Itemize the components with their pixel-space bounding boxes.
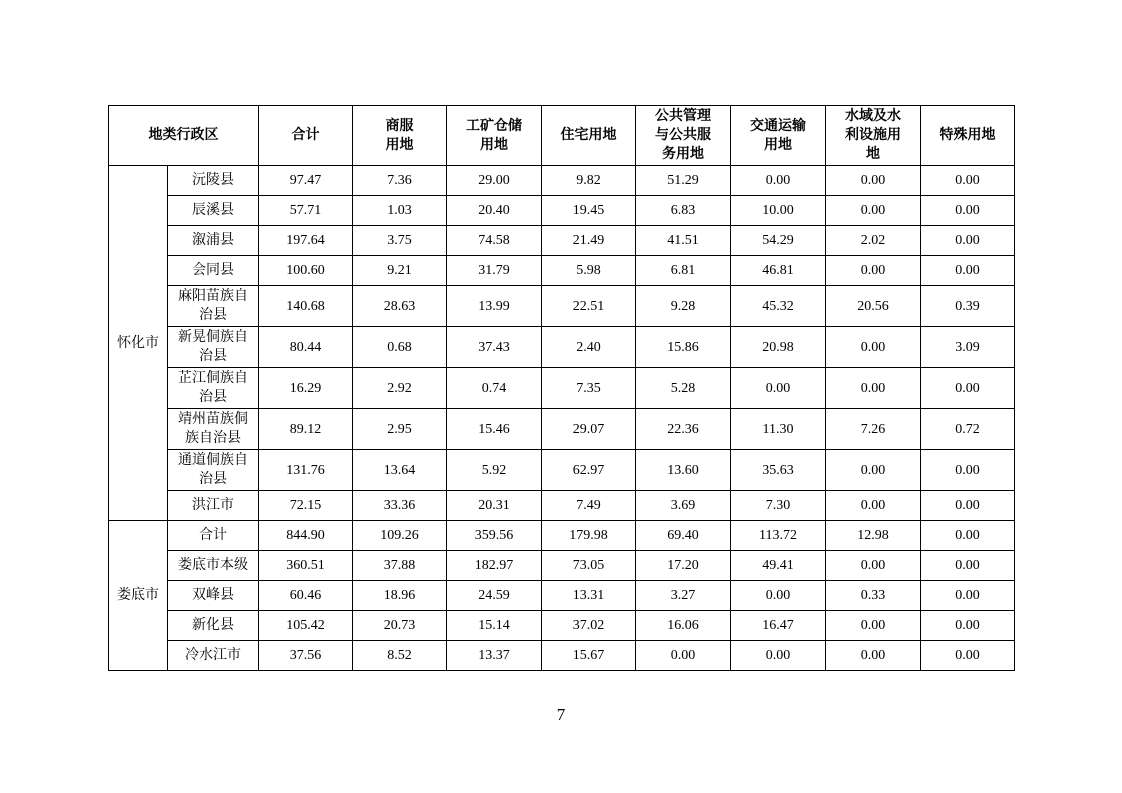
value-cell: 182.97	[447, 551, 542, 581]
district-name-line: 双峰县	[192, 587, 234, 603]
value-cell: 69.40	[636, 521, 731, 551]
value-cell: 0.00	[921, 166, 1015, 196]
table-row	[109, 327, 1015, 368]
value-cell: 0.68	[353, 327, 447, 368]
value-cell: 24.59	[447, 581, 542, 611]
value-cell: 7.26	[826, 409, 921, 450]
value-cell: 9.21	[353, 256, 447, 286]
header-commercial: 商服 用地	[353, 106, 447, 166]
value-cell: 20.31	[447, 491, 542, 521]
value-cell: 0.00	[826, 368, 921, 409]
value-cell: 15.46	[447, 409, 542, 450]
value-cell: 37.88	[353, 551, 447, 581]
district-name-line: 会同县	[192, 262, 234, 278]
district-name-cell	[168, 581, 259, 611]
value-cell: 0.00	[921, 611, 1015, 641]
value-cell: 21.49	[542, 226, 636, 256]
value-cell: 97.47	[259, 166, 353, 196]
value-cell: 0.39	[921, 286, 1015, 327]
value-cell: 0.00	[826, 551, 921, 581]
value-cell: 9.28	[636, 286, 731, 327]
value-cell: 179.98	[542, 521, 636, 551]
value-cell: 49.41	[731, 551, 826, 581]
district-name-cell	[168, 521, 259, 551]
header-transport: 交通运输 用地	[731, 106, 826, 166]
value-cell: 3.27	[636, 581, 731, 611]
value-cell: 7.36	[353, 166, 447, 196]
district-name-cell	[168, 450, 259, 491]
value-cell: 16.29	[259, 368, 353, 409]
district-name-line: 麻阳苗族自	[178, 288, 248, 304]
value-cell: 9.82	[542, 166, 636, 196]
district-name-line: 辰溪县	[192, 202, 234, 218]
value-cell: 0.00	[826, 166, 921, 196]
table-row	[109, 368, 1015, 409]
value-cell: 37.02	[542, 611, 636, 641]
page-number: 7	[556, 705, 566, 724]
table-row	[109, 286, 1015, 327]
value-cell: 89.12	[259, 409, 353, 450]
value-cell: 0.00	[826, 611, 921, 641]
value-cell: 2.92	[353, 368, 447, 409]
value-cell: 0.33	[826, 581, 921, 611]
value-cell: 7.49	[542, 491, 636, 521]
value-cell: 20.98	[731, 327, 826, 368]
district-name-cell	[168, 641, 259, 671]
value-cell: 29.00	[447, 166, 542, 196]
district-name-line: 溆浦县	[192, 232, 234, 248]
value-cell: 140.68	[259, 286, 353, 327]
value-cell: 109.26	[353, 521, 447, 551]
value-cell: 20.40	[447, 196, 542, 226]
value-cell: 13.31	[542, 581, 636, 611]
value-cell: 1.03	[353, 196, 447, 226]
value-cell: 13.60	[636, 450, 731, 491]
table-row	[109, 166, 1015, 196]
value-cell: 2.02	[826, 226, 921, 256]
value-cell: 33.36	[353, 491, 447, 521]
header-region: 地类行政区	[109, 106, 259, 166]
value-cell: 0.00	[826, 641, 921, 671]
value-cell: 22.51	[542, 286, 636, 327]
district-name-cell	[168, 368, 259, 409]
table-row	[109, 450, 1015, 491]
district-name-cell	[168, 327, 259, 368]
value-cell: 5.98	[542, 256, 636, 286]
value-cell: 7.35	[542, 368, 636, 409]
land-use-table	[108, 105, 1015, 671]
value-cell: 0.00	[921, 491, 1015, 521]
value-cell: 16.47	[731, 611, 826, 641]
value-cell: 31.79	[447, 256, 542, 286]
district-name-cell	[168, 196, 259, 226]
value-cell: 6.83	[636, 196, 731, 226]
value-cell: 13.99	[447, 286, 542, 327]
value-cell: 2.95	[353, 409, 447, 450]
table-row	[109, 611, 1015, 641]
value-cell: 3.09	[921, 327, 1015, 368]
value-cell: 0.00	[921, 450, 1015, 491]
value-cell: 22.36	[636, 409, 731, 450]
value-cell: 197.64	[259, 226, 353, 256]
header-public-service: 公共管理 与公共服 务用地	[636, 106, 731, 166]
value-cell: 80.44	[259, 327, 353, 368]
value-cell: 0.00	[921, 368, 1015, 409]
value-cell: 0.00	[921, 581, 1015, 611]
value-cell: 54.29	[731, 226, 826, 256]
value-cell: 17.20	[636, 551, 731, 581]
district-name-line: 洪江市	[192, 497, 234, 513]
table-row	[109, 551, 1015, 581]
value-cell: 41.51	[636, 226, 731, 256]
table-header	[109, 106, 1015, 166]
district-name-line: 新化县	[192, 617, 234, 633]
value-cell: 57.71	[259, 196, 353, 226]
district-name-line: 通道侗族自	[178, 452, 248, 468]
table-row	[109, 581, 1015, 611]
value-cell: 0.00	[921, 226, 1015, 256]
value-cell: 13.64	[353, 450, 447, 491]
header-residential: 住宅用地	[542, 106, 636, 166]
value-cell: 0.00	[636, 641, 731, 671]
value-cell: 51.29	[636, 166, 731, 196]
value-cell: 60.46	[259, 581, 353, 611]
value-cell: 3.75	[353, 226, 447, 256]
value-cell: 10.00	[731, 196, 826, 226]
value-cell: 15.67	[542, 641, 636, 671]
value-cell: 3.69	[636, 491, 731, 521]
value-cell: 11.30	[731, 409, 826, 450]
district-name-cell	[168, 226, 259, 256]
value-cell: 72.15	[259, 491, 353, 521]
value-cell: 37.56	[259, 641, 353, 671]
district-name-line: 芷江侗族自	[178, 370, 248, 386]
header-water-facilities: 水域及水 利设施用 地	[826, 106, 921, 166]
value-cell: 73.05	[542, 551, 636, 581]
value-cell: 0.72	[921, 409, 1015, 450]
header-total: 合计	[259, 106, 353, 166]
value-cell: 46.81	[731, 256, 826, 286]
value-cell: 131.76	[259, 450, 353, 491]
table-row	[109, 196, 1015, 226]
value-cell: 2.40	[542, 327, 636, 368]
value-cell: 0.00	[921, 521, 1015, 551]
value-cell: 5.28	[636, 368, 731, 409]
value-cell: 16.06	[636, 611, 731, 641]
value-cell: 12.98	[826, 521, 921, 551]
district-name-line: 治县	[199, 348, 227, 364]
district-name-line: 娄底市本级	[178, 557, 248, 573]
district-name-line: 合计	[199, 527, 227, 543]
value-cell: 0.00	[731, 368, 826, 409]
value-cell: 844.90	[259, 521, 353, 551]
district-name-line: 治县	[199, 389, 227, 405]
value-cell: 0.00	[731, 581, 826, 611]
district-name-line: 族自治县	[185, 430, 241, 446]
value-cell: 0.00	[826, 327, 921, 368]
value-cell: 28.63	[353, 286, 447, 327]
value-cell: 8.52	[353, 641, 447, 671]
value-cell: 29.07	[542, 409, 636, 450]
district-name-line: 冷水江市	[185, 647, 241, 663]
value-cell: 100.60	[259, 256, 353, 286]
value-cell: 0.00	[921, 256, 1015, 286]
value-cell: 15.14	[447, 611, 542, 641]
value-cell: 0.00	[731, 641, 826, 671]
value-cell: 45.32	[731, 286, 826, 327]
table-body	[109, 166, 1015, 671]
table-row	[109, 256, 1015, 286]
district-name-cell	[168, 611, 259, 641]
district-name-cell	[168, 166, 259, 196]
value-cell: 0.00	[826, 256, 921, 286]
value-cell: 359.56	[447, 521, 542, 551]
value-cell: 35.63	[731, 450, 826, 491]
value-cell: 6.81	[636, 256, 731, 286]
district-name-cell	[168, 491, 259, 521]
value-cell: 20.56	[826, 286, 921, 327]
table-row	[109, 491, 1015, 521]
city-cell: 怀化市	[109, 166, 168, 521]
value-cell: 5.92	[447, 450, 542, 491]
value-cell: 0.00	[921, 641, 1015, 671]
value-cell: 360.51	[259, 551, 353, 581]
value-cell: 37.43	[447, 327, 542, 368]
value-cell: 0.00	[921, 551, 1015, 581]
city-cell: 娄底市	[109, 521, 168, 671]
value-cell: 113.72	[731, 521, 826, 551]
value-cell: 0.00	[826, 196, 921, 226]
district-name-line: 治县	[199, 307, 227, 323]
district-name-line: 新晃侗族自	[178, 329, 248, 345]
value-cell: 0.00	[826, 491, 921, 521]
value-cell: 0.00	[826, 450, 921, 491]
value-cell: 18.96	[353, 581, 447, 611]
district-name-line: 靖州苗族侗	[178, 411, 248, 427]
district-name-line: 治县	[199, 471, 227, 487]
district-name-line: 沅陵县	[192, 172, 234, 188]
value-cell: 0.74	[447, 368, 542, 409]
table-row	[109, 226, 1015, 256]
value-cell: 62.97	[542, 450, 636, 491]
district-name-cell	[168, 286, 259, 327]
value-cell: 0.00	[731, 166, 826, 196]
district-name-cell	[168, 409, 259, 450]
district-name-cell	[168, 256, 259, 286]
value-cell: 15.86	[636, 327, 731, 368]
value-cell: 0.00	[921, 196, 1015, 226]
table-row	[109, 409, 1015, 450]
table-row	[109, 641, 1015, 671]
value-cell: 7.30	[731, 491, 826, 521]
header-special: 特殊用地	[921, 106, 1015, 166]
value-cell: 19.45	[542, 196, 636, 226]
value-cell: 74.58	[447, 226, 542, 256]
header-industrial-storage: 工矿仓储 用地	[447, 106, 542, 166]
table-row	[109, 521, 1015, 551]
district-name-cell	[168, 551, 259, 581]
value-cell: 105.42	[259, 611, 353, 641]
value-cell: 20.73	[353, 611, 447, 641]
value-cell: 13.37	[447, 641, 542, 671]
